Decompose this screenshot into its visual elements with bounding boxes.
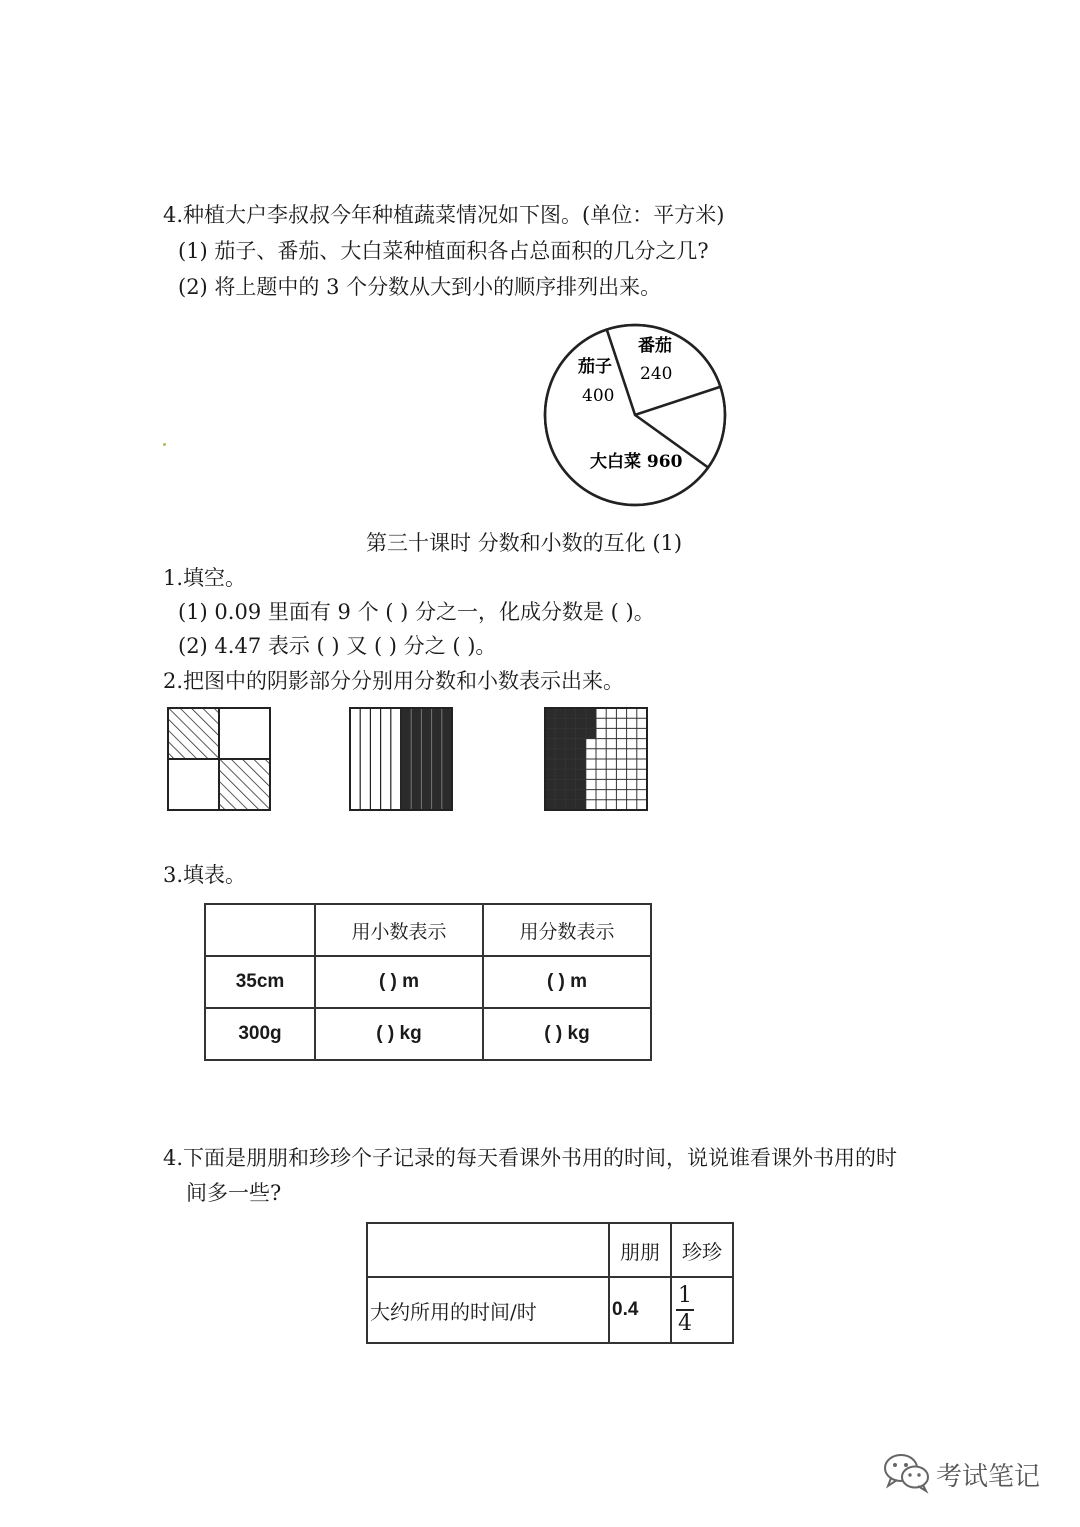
table2-header-empty [367,1223,609,1277]
question-4-sub-2: (2) 将上题中的 3 个分数从大到小的顺序排列出来。 [178,275,662,299]
q1-title: 1.填空。 [163,566,247,590]
table1-cell: ( ) kg [483,1008,651,1060]
hatched-square-top-left [168,708,219,759]
question-4-title: 4.种植大户李叔叔今年种植蔬菜情况如下图。(单位：平方米) [163,203,725,227]
stray-dot [163,443,166,446]
vegetable-pie-chart [530,315,740,515]
table1-header-empty [205,904,315,956]
q1-sub-2: (2) 4.47 表示 ( ) 又 ( ) 分之 ( )。 [178,634,497,658]
table2-row-label: 大约所用的时间/时 [367,1277,609,1343]
pie-label-qiezi: 茄子 [578,357,612,377]
q4-line-1: 4.下面是朋朋和珍珍个子记录的每天看课外书用的时间，说说谁看课外书用的时 [163,1146,898,1170]
table1-row-label: 300g [205,1008,315,1060]
reading-time-table [366,1222,734,1344]
figure-hundred-grid [543,706,649,812]
q1-sub-1: (1) 0.09 里面有 9 个 ( ) 分之一，化成分数是 ( )。 [178,600,655,624]
table1-cell: ( ) m [483,956,651,1008]
q2-title: 2.把图中的阴影部分分别用分数和小数表示出来。 [163,669,625,693]
table2-zhenzhen-value [671,1277,733,1343]
table1-header-fraction: 用分数表示 [483,904,651,956]
table2-header-zhenzhen: 珍珍 [671,1223,733,1277]
shaded-partial-column [586,708,596,739]
lesson-title: 第三十课时 分数和小数的互化 (1) [366,531,683,555]
figure-tenth-strips [348,706,454,812]
fraction-denominator: 4 [678,1311,692,1336]
watermark-text: 考试笔记 [936,1462,1041,1492]
hatched-square-bottom-right [219,759,270,810]
shaded-strips [400,708,452,810]
fraction-numerator: 1 [676,1285,694,1311]
q4-line-2: 间多一些? [186,1181,282,1205]
table1-row-label: 35cm [205,956,315,1008]
figure-quarter-squares [166,706,272,812]
pie-value-fanqie: 240 [640,364,673,384]
question-4-sub-1: (1) 茄子、番茄、大白菜种植面积各占总面积的几分之几? [178,239,709,263]
pie-label-dabaicai: 大白菜 960 [590,452,683,472]
pie-label-fanqie: 番茄 [638,336,672,356]
fraction [676,1285,694,1335]
q3-title: 3.填表。 [163,863,247,887]
table1-cell: ( ) kg [315,1008,483,1060]
table2-header-pengpeng: 朋朋 [609,1223,671,1277]
conversion-table [204,903,652,1061]
table2-pengpeng-value: 0.4 [609,1277,671,1343]
pie-value-qiezi: 400 [582,386,615,406]
table1-header-decimal: 用小数表示 [315,904,483,956]
table1-cell: ( ) m [315,956,483,1008]
wechat-icon [882,1450,932,1494]
